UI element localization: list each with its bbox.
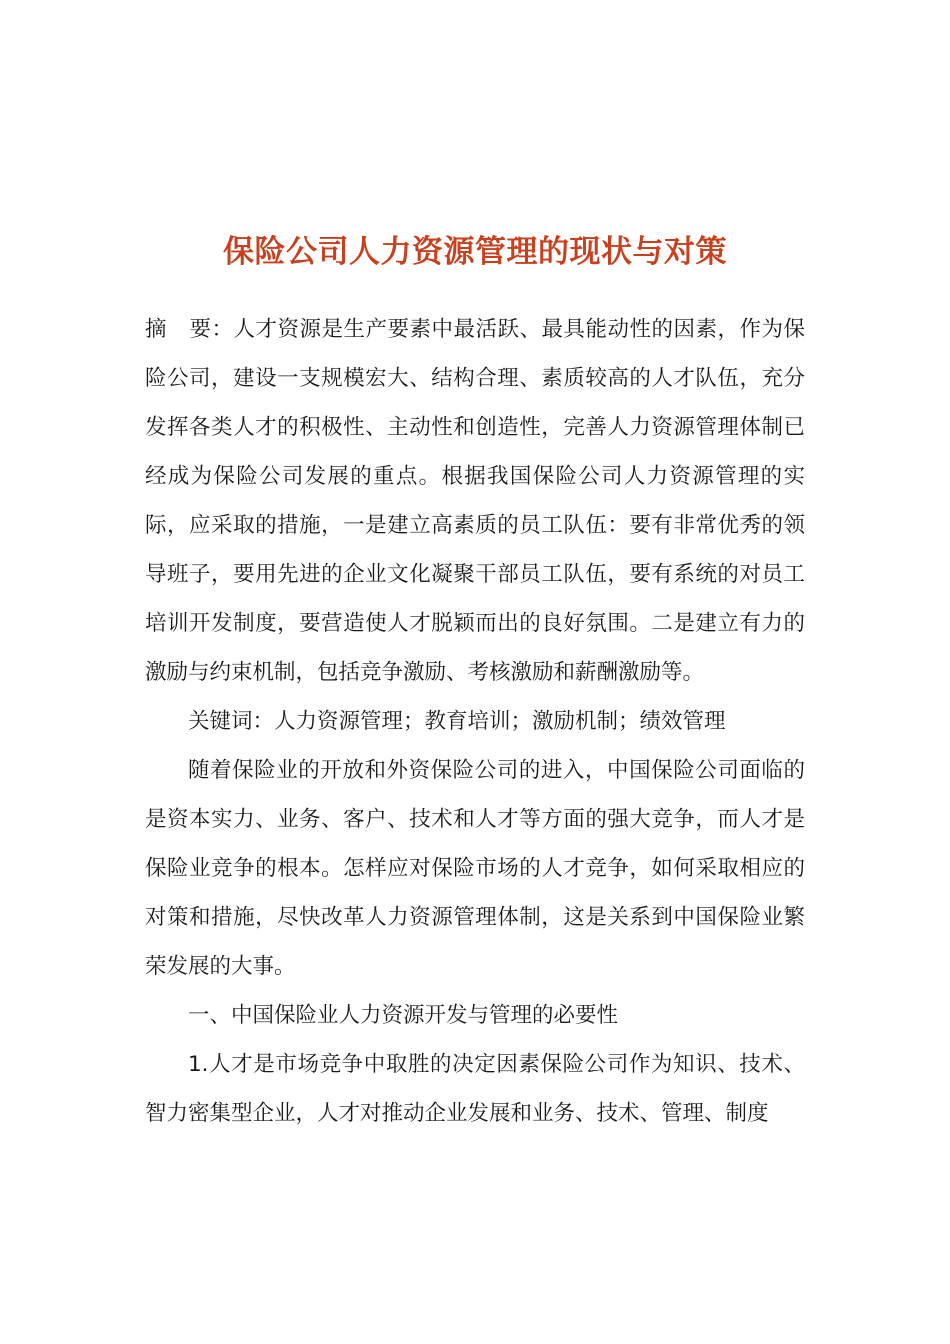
keywords-label: 关键词： <box>188 709 275 734</box>
keywords-paragraph <box>145 697 805 746</box>
point-1-paragraph <box>145 1040 805 1138</box>
abstract-label-first: 摘 <box>145 317 167 342</box>
abstract-label-second: 要： <box>189 317 234 342</box>
point-1-number: 1. <box>188 1052 209 1077</box>
keywords-text: 人力资源管理；教育培训；激励机制；绩效管理 <box>274 709 726 734</box>
intro-paragraph: 随着保险业的开放和外资保险公司的进入，中国保险公司面临的是资本实力、业务、客户、技术和人才等方面的强大竞争，而人才是保险业竞争的根本。怎样应对保险市场的人才竞争，如何采取相应的对策和措施，尽快改革人力资源管理体制，这是关系到中国保险业繁荣发展的大事。 <box>145 758 805 979</box>
document-body <box>145 305 805 1138</box>
document-title: 保险公司人力资源管理的现状与对策 <box>223 234 727 270</box>
abstract-paragraph <box>145 305 805 697</box>
section-heading: 一、中国保险业人力资源开发与管理的必要性 <box>188 1003 619 1028</box>
point-1-text: 人才是市场竞争中取胜的决定因素保险公司作为知识、技术、智力密集型企业，人才对推动企业发展和业务、技术、管理、制度 <box>145 1052 805 1126</box>
abstract-text: 人才资源是生产要素中最活跃、最具能动性的因素，作为保险公司，建设一支规模宏大、结构合理、素质较高的人才队伍，充分发挥各类人才的积极性、主动性和创造性，完善人力资源管理体制已经成为保险公司发展的重点。根据我国保险公司人力资源管理的实际，应采取的措施，一是建立高素质的员工队伍：要有非常优秀的领导班子，要用先进的企业文化凝聚干部员工队伍，要有系统的对员工培训开发制度，要营造使人才脱颖而出的良好氛围。二是建立有力的激励与约束机制，包括竞争激励、考核激励和薪酬激励等。 <box>145 317 805 685</box>
